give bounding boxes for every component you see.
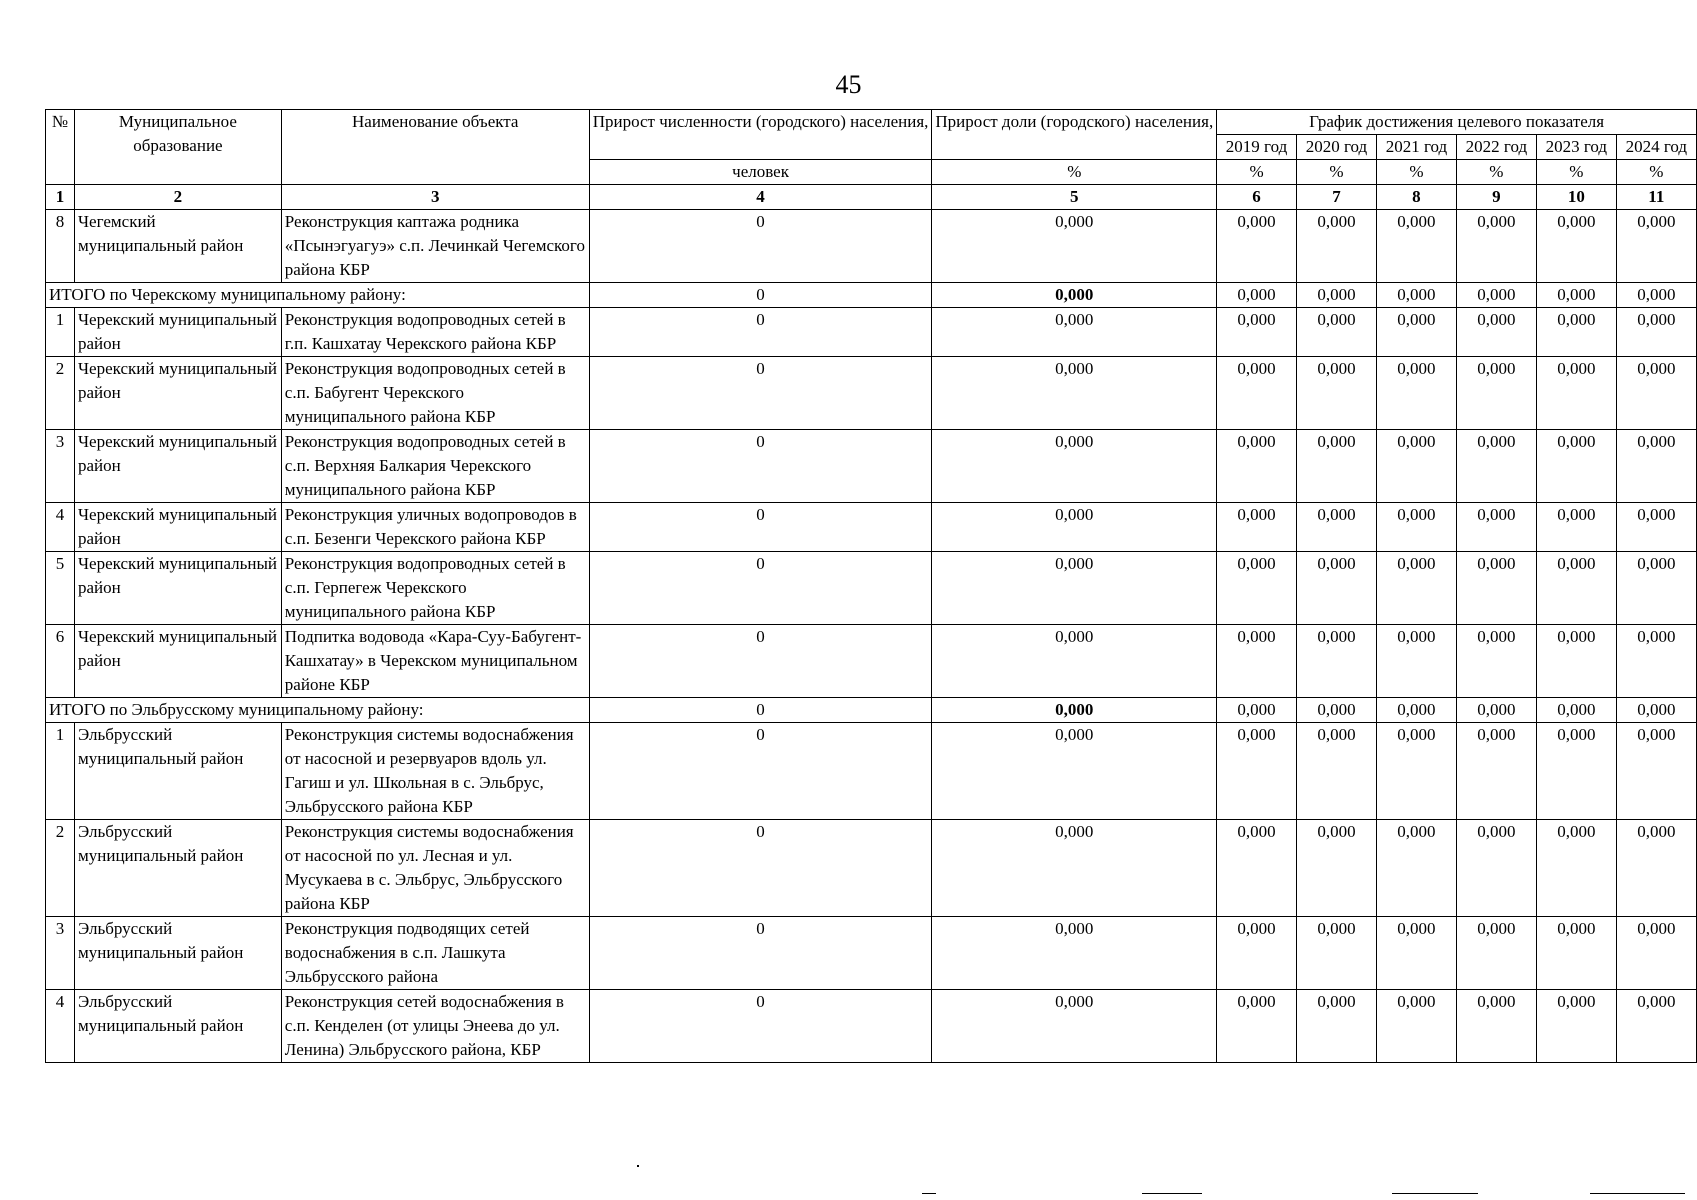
year-value: 0,000 (1217, 552, 1297, 625)
year-value: 0,000 (1537, 990, 1617, 1063)
year-value: 0,000 (1296, 210, 1376, 283)
table-row (46, 552, 1697, 625)
year-value: 0,000 (1537, 430, 1617, 503)
population-value: 0 (589, 210, 932, 283)
year-value: 0,000 (1296, 625, 1376, 698)
year-value: 0,000 (1296, 430, 1376, 503)
population-value: 0 (589, 990, 932, 1063)
column-number: 2 (75, 185, 282, 210)
population-value: 0 (589, 625, 932, 698)
header-year: 2022 год (1456, 135, 1536, 160)
population-value: 0 (589, 430, 932, 503)
year-value: 0,000 (1217, 283, 1297, 308)
municipality-cell: Эльбрусский муниципальный район (75, 990, 282, 1063)
municipality-cell: Черекский муниципальный район (75, 430, 282, 503)
year-value: 0,000 (1537, 820, 1617, 917)
table-row (46, 503, 1697, 552)
header-year: 2021 год (1377, 135, 1457, 160)
year-value: 0,000 (1217, 503, 1297, 552)
share-value: 0,000 (932, 430, 1217, 503)
row-number: 4 (46, 503, 75, 552)
column-number: 7 (1296, 185, 1376, 210)
header-year: 2020 год (1296, 135, 1376, 160)
column-number: 11 (1616, 185, 1696, 210)
header-object: Наименование объекта (281, 110, 589, 185)
table-row (46, 625, 1697, 698)
header-row (46, 110, 1697, 135)
municipality-cell: Черекский муниципальный район (75, 552, 282, 625)
year-value: 0,000 (1616, 308, 1696, 357)
year-value: 0,000 (1377, 308, 1457, 357)
column-number: 1 (46, 185, 75, 210)
year-value: 0,000 (1377, 357, 1457, 430)
year-value: 0,000 (1377, 430, 1457, 503)
municipality-cell: Эльбрусский муниципальный район (75, 820, 282, 917)
table-row (46, 990, 1697, 1063)
scan-line (1590, 1193, 1685, 1194)
year-value: 0,000 (1217, 917, 1297, 990)
header-year: 2023 год (1537, 135, 1617, 160)
year-value: 0,000 (1456, 723, 1536, 820)
year-value: 0,000 (1456, 210, 1536, 283)
municipality-cell: Черекский муниципальный район (75, 503, 282, 552)
population-value: 0 (589, 308, 932, 357)
year-value: 0,000 (1616, 210, 1696, 283)
target-indicator-table (45, 109, 1697, 1063)
object-cell: Реконструкция каптажа родника «Псынэгуагуэ» с.п. Лечинкай Чегемского района КБР (281, 210, 589, 283)
year-value: 0,000 (1537, 723, 1617, 820)
year-value: 0,000 (1537, 503, 1617, 552)
municipality-cell: Чегемский муниципальный район (75, 210, 282, 283)
header-schedule-group: График достижения целевого показателя (1217, 110, 1697, 135)
header-population-unit: человек (589, 160, 932, 185)
year-value: 0,000 (1456, 698, 1536, 723)
year-value: 0,000 (1456, 357, 1536, 430)
share-value: 0,000 (932, 503, 1217, 552)
year-value: 0,000 (1377, 210, 1457, 283)
year-value: 0,000 (1217, 357, 1297, 430)
year-value: 0,000 (1377, 625, 1457, 698)
share-value: 0,000 (932, 552, 1217, 625)
table-row (46, 430, 1697, 503)
share-value: 0,000 (932, 990, 1217, 1063)
header-year-unit: % (1217, 160, 1297, 185)
total-row (46, 283, 1697, 308)
year-value: 0,000 (1296, 820, 1376, 917)
share-value: 0,000 (932, 283, 1217, 308)
year-value: 0,000 (1377, 917, 1457, 990)
object-cell: Реконструкция водопроводных сетей в г.п. Кашхатау Черекского района КБР (281, 308, 589, 357)
year-value: 0,000 (1616, 357, 1696, 430)
year-value: 0,000 (1537, 357, 1617, 430)
year-value: 0,000 (1217, 723, 1297, 820)
table-row (46, 820, 1697, 917)
population-value: 0 (589, 723, 932, 820)
year-value: 0,000 (1377, 990, 1457, 1063)
table-row (46, 723, 1697, 820)
year-value: 0,000 (1296, 723, 1376, 820)
column-number: 8 (1377, 185, 1457, 210)
share-value: 0,000 (932, 820, 1217, 917)
year-value: 0,000 (1377, 723, 1457, 820)
year-value: 0,000 (1296, 283, 1376, 308)
municipality-cell: Черекский муниципальный район (75, 308, 282, 357)
table-row (46, 357, 1697, 430)
year-value: 0,000 (1616, 552, 1696, 625)
header-year-unit: % (1616, 160, 1696, 185)
year-value: 0,000 (1217, 430, 1297, 503)
column-number: 4 (589, 185, 932, 210)
share-value: 0,000 (932, 917, 1217, 990)
column-number: 6 (1217, 185, 1297, 210)
year-value: 0,000 (1296, 552, 1376, 625)
share-value: 0,000 (932, 723, 1217, 820)
scan-dot (637, 1165, 639, 1167)
population-value: 0 (589, 917, 932, 990)
object-cell: Реконструкция водопроводных сетей в с.п. Верхняя Балкария Черекского муниципального района КБР (281, 430, 589, 503)
year-value: 0,000 (1377, 698, 1457, 723)
column-number: 5 (932, 185, 1217, 210)
year-value: 0,000 (1296, 990, 1376, 1063)
year-value: 0,000 (1217, 210, 1297, 283)
year-value: 0,000 (1217, 308, 1297, 357)
scan-line (1142, 1193, 1202, 1194)
share-value: 0,000 (932, 625, 1217, 698)
object-cell: Реконструкция системы водоснабжения от насосной и резервуаров вдоль ул. Гагиш и ул. Школьная в с. Эльбрус, Эльбрусского района КБР (281, 723, 589, 820)
year-value: 0,000 (1377, 283, 1457, 308)
year-value: 0,000 (1456, 917, 1536, 990)
object-cell: Реконструкция водопроводных сетей в с.п. Бабугент Черекского муниципального района КБР (281, 357, 589, 430)
population-value: 0 (589, 357, 932, 430)
share-value: 0,000 (932, 357, 1217, 430)
row-number: 1 (46, 308, 75, 357)
year-value: 0,000 (1537, 308, 1617, 357)
header-year: 2019 год (1217, 135, 1297, 160)
row-number: 1 (46, 723, 75, 820)
year-value: 0,000 (1537, 283, 1617, 308)
year-value: 0,000 (1616, 625, 1696, 698)
row-number: 3 (46, 430, 75, 503)
header-share: Прирост доли (городского) населения, (932, 110, 1217, 160)
row-number: 6 (46, 625, 75, 698)
table-row (46, 210, 1697, 283)
share-value: 0,000 (932, 308, 1217, 357)
header-year-unit: % (1456, 160, 1536, 185)
population-value: 0 (589, 552, 932, 625)
total-row (46, 698, 1697, 723)
year-value: 0,000 (1217, 625, 1297, 698)
population-value: 0 (589, 503, 932, 552)
year-value: 0,000 (1616, 503, 1696, 552)
year-value: 0,000 (1296, 357, 1376, 430)
year-value: 0,000 (1456, 990, 1536, 1063)
column-number-row (46, 185, 1697, 210)
year-value: 0,000 (1537, 625, 1617, 698)
object-cell: Реконструкция системы водоснабжения от насосной по ул. Лесная и ул. Мусукаева в с. Эльбрус, Эльбрусского района КБР (281, 820, 589, 917)
object-cell: Реконструкция уличных водопроводов в с.п. Безенги Черекского района КБР (281, 503, 589, 552)
object-cell: Реконструкция сетей водоснабжения в с.п. Кенделен (от улицы Энеева до ул. Ленина) Эльбрусского района, КБР (281, 990, 589, 1063)
total-label: ИТОГО по Черекскому муниципальному району: (46, 283, 590, 308)
year-value: 0,000 (1616, 430, 1696, 503)
share-value: 0,000 (932, 210, 1217, 283)
year-value: 0,000 (1616, 990, 1696, 1063)
population-value: 0 (589, 820, 932, 917)
column-number: 10 (1537, 185, 1617, 210)
population-value: 0 (589, 283, 932, 308)
year-value: 0,000 (1616, 917, 1696, 990)
page-number: 45 (835, 70, 862, 99)
object-cell: Реконструкция водопроводных сетей в с.п. Герпегеж Черекского муниципального района КБР (281, 552, 589, 625)
municipality-cell: Черекский муниципальный район (75, 625, 282, 698)
year-value: 0,000 (1616, 698, 1696, 723)
header-year-unit: % (1537, 160, 1617, 185)
year-value: 0,000 (1377, 552, 1457, 625)
total-label: ИТОГО по Эльбрусскому муниципальному району: (46, 698, 590, 723)
year-value: 0,000 (1456, 430, 1536, 503)
column-number: 3 (281, 185, 589, 210)
header-year: 2024 год (1616, 135, 1696, 160)
municipality-cell: Черекский муниципальный район (75, 357, 282, 430)
header-year-unit: % (1296, 160, 1376, 185)
object-cell: Подпитка водовода «Кара-Суу-Бабугент-Кашхатау» в Черекском муниципальном районе КБР (281, 625, 589, 698)
year-value: 0,000 (1616, 723, 1696, 820)
year-value: 0,000 (1456, 625, 1536, 698)
table-row (46, 917, 1697, 990)
scan-line (922, 1193, 936, 1194)
share-value: 0,000 (932, 698, 1217, 723)
object-cell: Реконструкция подводящих сетей водоснабжения в с.п. Лашкута Эльбрусского района (281, 917, 589, 990)
year-value: 0,000 (1296, 503, 1376, 552)
row-number: 8 (46, 210, 75, 283)
header-population: Прирост численности (городского) населения, (589, 110, 932, 160)
year-value: 0,000 (1537, 210, 1617, 283)
row-number: 4 (46, 990, 75, 1063)
year-value: 0,000 (1217, 990, 1297, 1063)
year-value: 0,000 (1456, 308, 1536, 357)
population-value: 0 (589, 698, 932, 723)
year-value: 0,000 (1616, 820, 1696, 917)
year-value: 0,000 (1296, 917, 1376, 990)
row-number: 2 (46, 357, 75, 430)
year-value: 0,000 (1296, 308, 1376, 357)
year-value: 0,000 (1377, 503, 1457, 552)
year-value: 0,000 (1456, 552, 1536, 625)
header-no: № (46, 110, 75, 185)
year-value: 0,000 (1456, 503, 1536, 552)
header-municipality: Муниципальное образование (75, 110, 282, 185)
year-value: 0,000 (1217, 820, 1297, 917)
year-value: 0,000 (1537, 552, 1617, 625)
column-number: 9 (1456, 185, 1536, 210)
row-number: 2 (46, 820, 75, 917)
row-number: 3 (46, 917, 75, 990)
year-value: 0,000 (1456, 820, 1536, 917)
row-number: 5 (46, 552, 75, 625)
year-value: 0,000 (1296, 698, 1376, 723)
year-value: 0,000 (1616, 283, 1696, 308)
year-value: 0,000 (1537, 698, 1617, 723)
year-value: 0,000 (1456, 283, 1536, 308)
header-share-unit: % (932, 160, 1217, 185)
year-value: 0,000 (1537, 917, 1617, 990)
municipality-cell: Эльбрусский муниципальный район (75, 723, 282, 820)
municipality-cell: Эльбрусский муниципальный район (75, 917, 282, 990)
table-row (46, 308, 1697, 357)
scan-line (1392, 1193, 1478, 1194)
year-value: 0,000 (1217, 698, 1297, 723)
header-year-unit: % (1377, 160, 1457, 185)
year-value: 0,000 (1377, 820, 1457, 917)
